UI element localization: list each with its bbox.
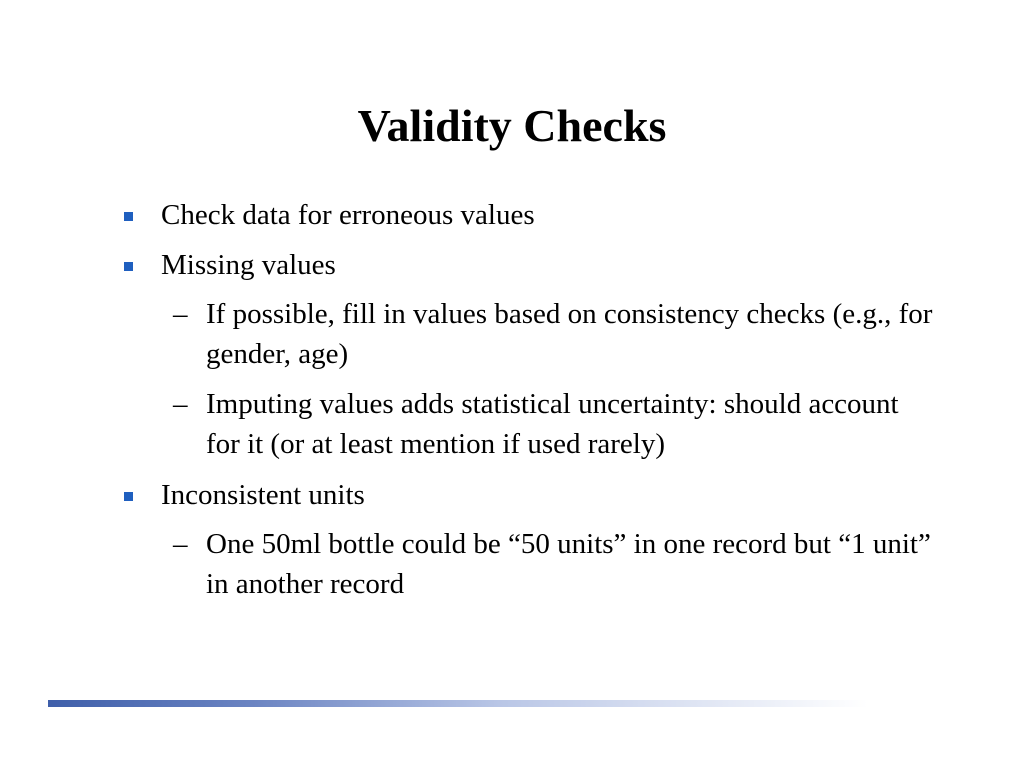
dash-icon: – bbox=[173, 528, 188, 560]
sub-bullet-text: If possible, fill in values based on consistency checks (e.g., for gender, age) bbox=[206, 298, 933, 370]
slide-title: Validity Checks bbox=[357, 100, 667, 151]
bullet-item bbox=[0, 476, 1024, 604]
bullet-item bbox=[0, 246, 1024, 464]
bullet-text: Inconsistent units bbox=[161, 479, 365, 511]
square-bullet-icon bbox=[124, 262, 133, 271]
sub-bullet-text: Imputing values adds statistical uncertainty: should account for it (or at least mention if used rarely) bbox=[206, 388, 899, 460]
sub-bullet-list bbox=[161, 294, 1024, 464]
bullet-text: Missing values bbox=[161, 249, 336, 281]
dash-icon: – bbox=[173, 298, 188, 330]
sub-bullet-item bbox=[173, 294, 936, 374]
sub-bullet-list bbox=[161, 524, 1024, 604]
sub-bullet-item bbox=[173, 524, 936, 604]
footer-gradient-bar bbox=[48, 700, 868, 707]
square-bullet-icon bbox=[124, 212, 133, 221]
sub-bullet-item bbox=[173, 384, 936, 464]
bullet-list bbox=[0, 196, 1024, 616]
dash-icon: – bbox=[173, 388, 188, 420]
square-bullet-icon bbox=[124, 492, 133, 501]
bullet-item bbox=[0, 196, 1024, 234]
sub-bullet-text: One 50ml bottle could be “50 units” in one record but “1 unit” in another record bbox=[206, 528, 931, 600]
bullet-text: Check data for erroneous values bbox=[161, 199, 535, 231]
